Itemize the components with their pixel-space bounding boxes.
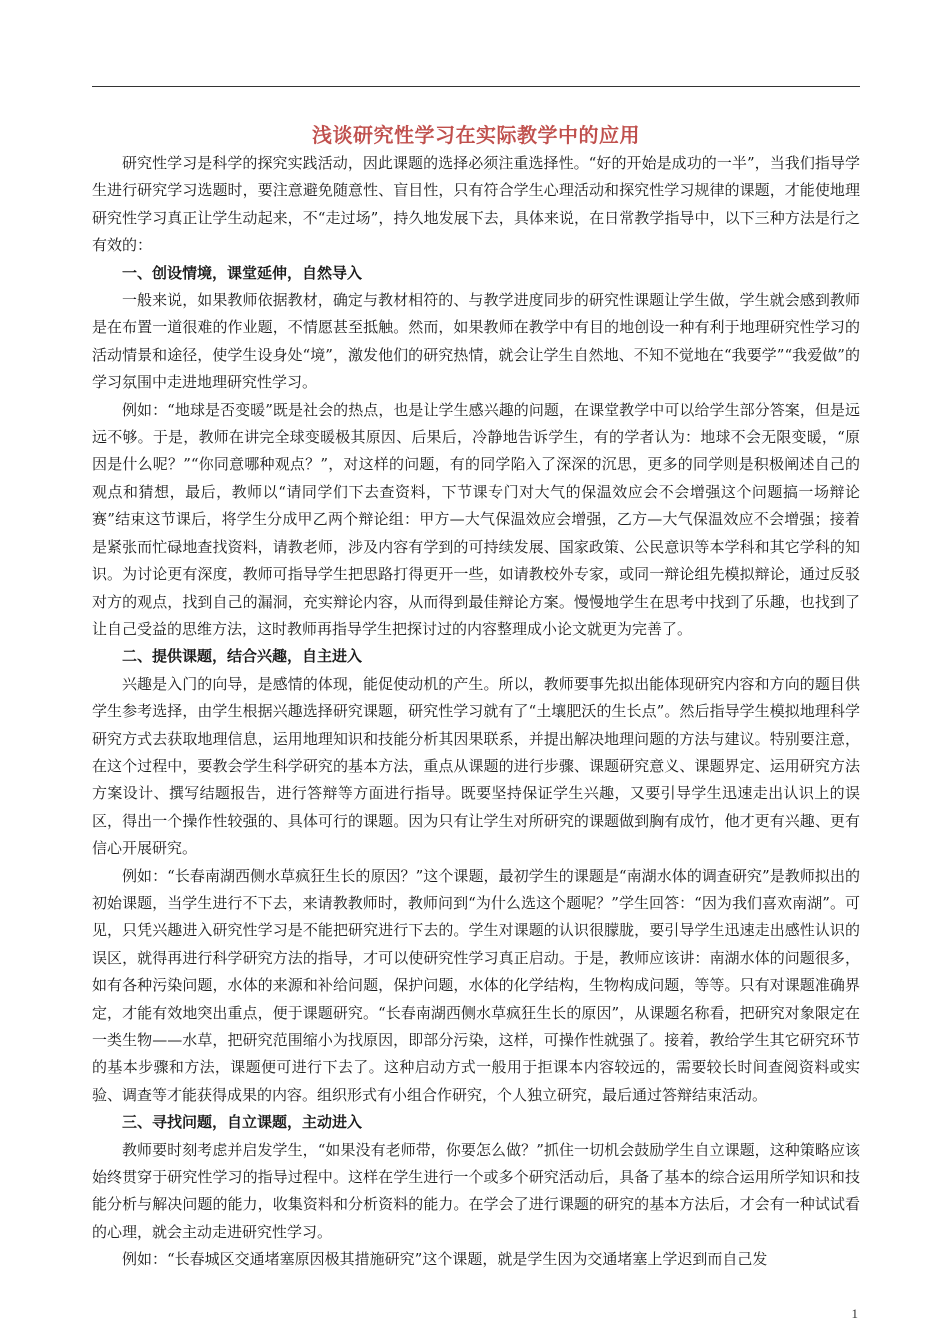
body-paragraph: 一般来说，如果教师依据教材，确定与教材相符的、与教学进度同步的研究性课题让学生做，学生就会感到教师是在布置一道很难的作业题，不情愿甚至抵触。然而，如果教师在教学中有目的地创设一种有利于地理研究性学习的活动情景和途径，使学生设身处“境”，激发他们的研究热情，就会让学生自然地、不知不觉地在“我要学”“我爱做”的学习氛围中走进地理研究性学习。 — [92, 291, 860, 392]
document-body — [92, 120, 860, 1274]
intro-paragraph: 研究性学习是科学的探究实践活动，因此课题的选择必须注重选择性。“好的开始是成功的一半”，当我们指导学生进行研究学习选题时，要注意避免随意性、盲目性，只有符合学生心理活动和探究性学习规律的课题，才能使地理研究性学习真正让学生动起来，不“走过场”，持久地发展下去，具体来说，在日常教学指导中，以下三种方法是行之有效的： — [92, 154, 860, 255]
section-heading: 一、创设情境，课堂延伸，自然导入 — [122, 263, 363, 282]
section-2 — [92, 643, 860, 1109]
page-number: 1 — [851, 1306, 858, 1321]
document-title: 浅谈研究性学习在实际教学中的应用 — [312, 123, 640, 147]
section-1 — [92, 260, 860, 644]
body-paragraph: 例如：“长春城区交通堵塞原因极其措施研究”这个课题，就是学生因为交通堵塞上学迟到而自己发 — [122, 1250, 768, 1269]
section-3 — [92, 1109, 860, 1273]
section-heading: 三、寻找问题，自立课题，主动进入 — [122, 1113, 363, 1132]
section-heading: 二、提供课题，结合兴趣，自主进入 — [122, 647, 363, 666]
body-paragraph: 例如：“长春南湖西侧水草疯狂生长的原因？”这个课题，最初学生的课题是“南湖水体的调查研究”是教师拟出的初始课题，当学生进行不下去，来请教教师时，教师问到“为什么选这个题呢？”学生回答：“因为我们喜欢南湖”。可见，只凭兴趣进入研究性学习是不能把研究进行下去的。学生对课题的认识很朦胧，要引导学生迅速走出感性认识的误区，就得再进行科学研究方法的指导，才可以使研究性学习真正启动。于是，教师应该讲：南湖水体的问题很多，如有各种污染问题，水体的来源和补给问题，保护问题，水体的化学结构，生物构成问题，等等。只有对课题准确界定，才能有效地突出重点，便于课题研究。“长春南湖西侧水草疯狂生长的原因”，从课题名称看，把研究对象限定在一类生物——水草，把研究范围缩小为找原因，即部分污染，这样，可操作性就强了。接着，教给学生其它研究环节的基本步骤和方法，课题便可进行下去了。这种启动方式一般用于拒课本内容较远的，需要较长时间查阅资料或实验、调查等才能获得成果的内容。组织形式有小组合作研究，个人独立研究，最后通过答辩结束活动。 — [92, 866, 860, 1104]
body-paragraph: 教师要时刻考虑并启发学生，“如果没有老师带，你要怎么做？”抓住一切机会鼓励学生自立课题，这种策略应该始终贯穿于研究性学习的指导过程中。这样在学生进行一个或多个研究活动后，具备了基本的综合运用所学知识和技能分析与解决问题的能力，收集资料和分析资料的能力。在学会了进行课题的研究的基本方法后，才会有一种试试看的心理，就会主动走进研究性学习。 — [92, 1140, 860, 1241]
header-rule — [92, 86, 860, 87]
body-paragraph: 兴趣是入门的向导，是感情的体现，能促使动机的产生。所以，教师要事先拟出能体现研究内容和方向的题目供学生参考选择，由学生根据兴趣选择研究课题，研究性学习就有了“土壤肥沃的生长点”。然后指导学生模拟地理科学研究方式去获取地理信息，运用地理知识和技能分析其因果联系，并提出解决地理问题的方法与建议。特别要注意，在这个过程中，要教会学生科学研究的基本方法，重点从课题的进行步骤、课题研究意义、课题界定、运用研究方法方案设计、撰写结题报告，进行答辩等方面进行指导。既要坚持保证学生兴趣，又要引导学生迅速走出认识上的误区，得出一个操作性较强的、具体可行的课题。因为只有让学生对所研究的课题做到胸有成竹，他才更有兴趣、更有信心开展研究。 — [92, 674, 860, 858]
body-paragraph: 例如：“地球是否变暖”既是社会的热点，也是让学生感兴趣的问题，在课堂教学中可以给学生部分答案，但是远远不够。于是，教师在讲完全球变暖极其原因、后果后，冷静地告诉学生，有的学者认为：地球不会无限变暖，“原因是什么呢？”“你同意哪种观点？”，对这样的问题，有的同学陷入了深深的沉思，更多的同学则是积极阐述自己的观点和猜想，最后，教师以“请同学们下去查资料，下节课专门对大气的保温效应会不会增强这个问题搞一场辩论赛”结束这节课后，将学生分成甲乙两个辩论组：甲方—大气保温效应会增强，乙方—大气保温效应不会增强；接着是紧张而忙碌地查找资料，请教老师，涉及内容有学到的可持续发展、国家政策、公民意识等本学科和其它学科的知识。为讨论更有深度，教师可指导学生把思路打得更开一些，如请教校外专家，或同一辩论组先模拟辩论，通过反驳对方的观点，找到自己的漏洞，充实辩论内容，从而得到最佳辩论方案。慢慢地学生在思考中找到了乐趣，也找到了让自己受益的思维方法，这时教师再指导学生把探讨过的内容整理成小论文就更为完善了。 — [92, 400, 860, 638]
